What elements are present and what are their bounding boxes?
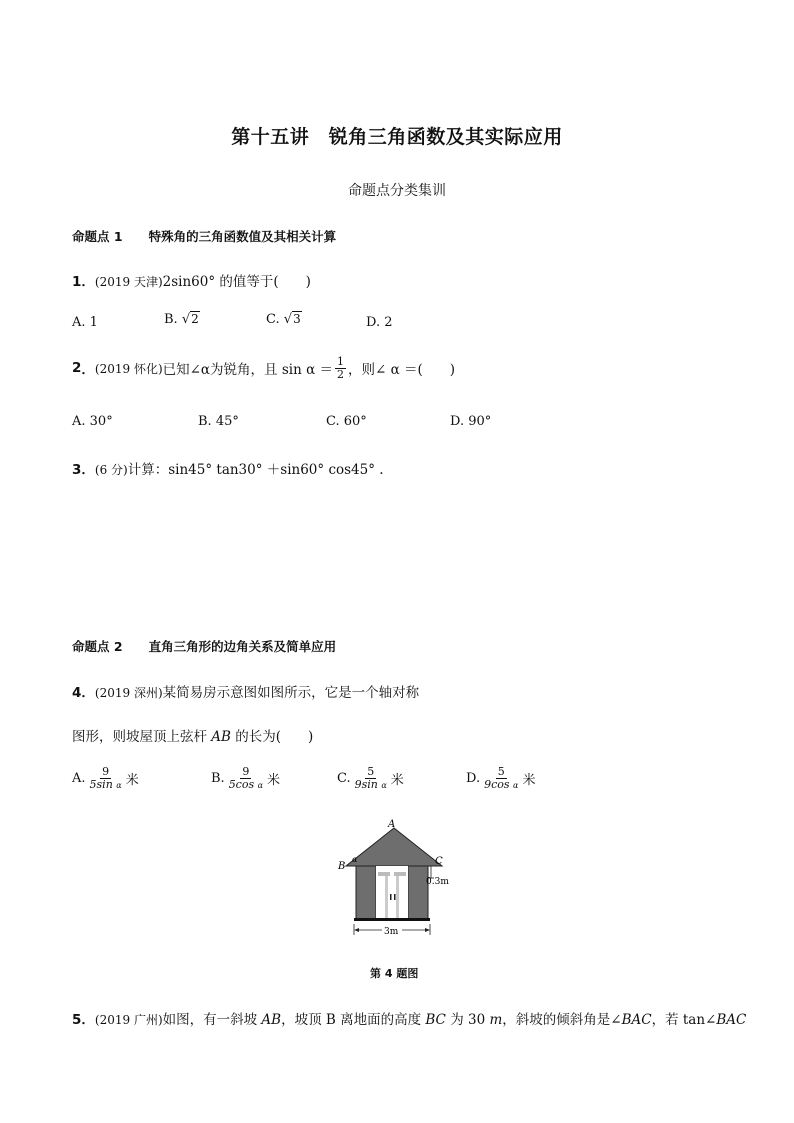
question-4-line-2: 图形，则坡屋顶上弦杆 AB 的长为( ) (72, 729, 314, 745)
q1-option-a: A. 1 (72, 315, 98, 330)
section-1-title: 特殊角的三角函数值及其相关计算 (148, 229, 337, 244)
q2-option-d: D. 90° (450, 414, 492, 429)
q1-option-d: D. 2 (366, 315, 393, 330)
section-2-label: 命题点 2 (72, 639, 123, 654)
question-5: 5．(2019 广州)如图，有一斜坡 AB，坡顶 B 离地面的高度 BC 为 30 m，斜坡的倾斜角是∠BAC，若 tan∠BAC (72, 1012, 747, 1028)
figure-caption: 第 4 题图 (370, 967, 419, 980)
q4-option-b: B. $\frac{9}{\text{5cos α}}$ 米 (211, 765, 281, 791)
q4-option-c: C. $\frac{5}{\text{9sin α}}$ 米 (337, 765, 404, 791)
q4-option-d: D. $\frac{5}{\text{9cos α}}$ 米 (466, 765, 536, 791)
q2-option-b: B. 45° (198, 414, 239, 429)
question-text-end: ，则∠ α ＝( ) (347, 362, 456, 379)
label-b: B (338, 861, 346, 872)
sqrt-expression: √3 (283, 312, 301, 327)
question-number: 4 (72, 685, 82, 701)
q2-option-c: C. 60° (326, 414, 367, 429)
fraction: $\frac{1}{2}$ (336, 355, 344, 381)
q1-option-c: C. √3 (266, 312, 301, 327)
right-wall (408, 866, 428, 919)
question-number: 1 (72, 274, 82, 290)
door-beam-right (394, 872, 406, 876)
house-diagram (330, 818, 470, 943)
label-a: A (388, 819, 396, 830)
width-label: 3m (384, 927, 399, 937)
ground-line (354, 918, 430, 921)
question-text: 已知∠α为锐角，且 sin α ＝ (162, 362, 333, 379)
question-4: 4．(2019 深州)某简易房示意图如图所示，它是一个轴对称 (72, 685, 420, 701)
q1-option-b: B. √2 (164, 312, 199, 327)
section-1-label: 命题点 1 (72, 229, 123, 244)
question-1: 1．(2019 天津)2sin60° 的值等于( ) (72, 274, 311, 290)
height-label: 0.3m (426, 877, 449, 887)
question-source: (2019 天津) (94, 275, 163, 289)
question-text: 计算：sin45° tan30° ＋sin60° cos45° . (127, 462, 384, 478)
question-number: 2 (72, 360, 82, 377)
door-beam-left (378, 872, 390, 876)
roof-shape (346, 828, 442, 866)
question-source: (2019 广州) (94, 1013, 163, 1027)
section-1-heading (72, 227, 336, 245)
sqrt-expression: √2 (181, 312, 199, 327)
q4-option-a: A. $\frac{9}{\text{5sin α}}$ 米 (72, 765, 139, 791)
question-text: 某简易房示意图如图所示，它是一个轴对称 (162, 685, 420, 701)
question-2: 2 ． (2019 怀化) 已知∠α为锐角，且 sin α ＝ $\frac{1}{2}$ ，则∠ α ＝( ) (72, 355, 456, 381)
question-number: 3 (72, 462, 82, 478)
page-title: 第十五讲 锐角三角函数及其实际应用 (231, 126, 563, 148)
question-source: (2019 深州) (94, 686, 163, 700)
question-text: 2sin60° 的值等于( ) (162, 274, 311, 290)
question-number: 5 (72, 1012, 82, 1028)
page-subtitle: 命题点分类集训 (348, 183, 446, 199)
question-3: 3．(6 分)计算：sin45° tan30° ＋sin60° cos45° . (72, 462, 384, 478)
left-wall (356, 866, 376, 919)
label-c: C (435, 856, 443, 867)
q2-option-a: A. 30° (72, 414, 113, 429)
question-source: (6 分) (94, 463, 128, 477)
label-alpha: α (352, 855, 358, 864)
section-2-heading (72, 637, 336, 655)
section-2-title: 直角三角形的边角关系及简单应用 (148, 639, 337, 654)
question-source: (2019 怀化) (94, 361, 163, 376)
